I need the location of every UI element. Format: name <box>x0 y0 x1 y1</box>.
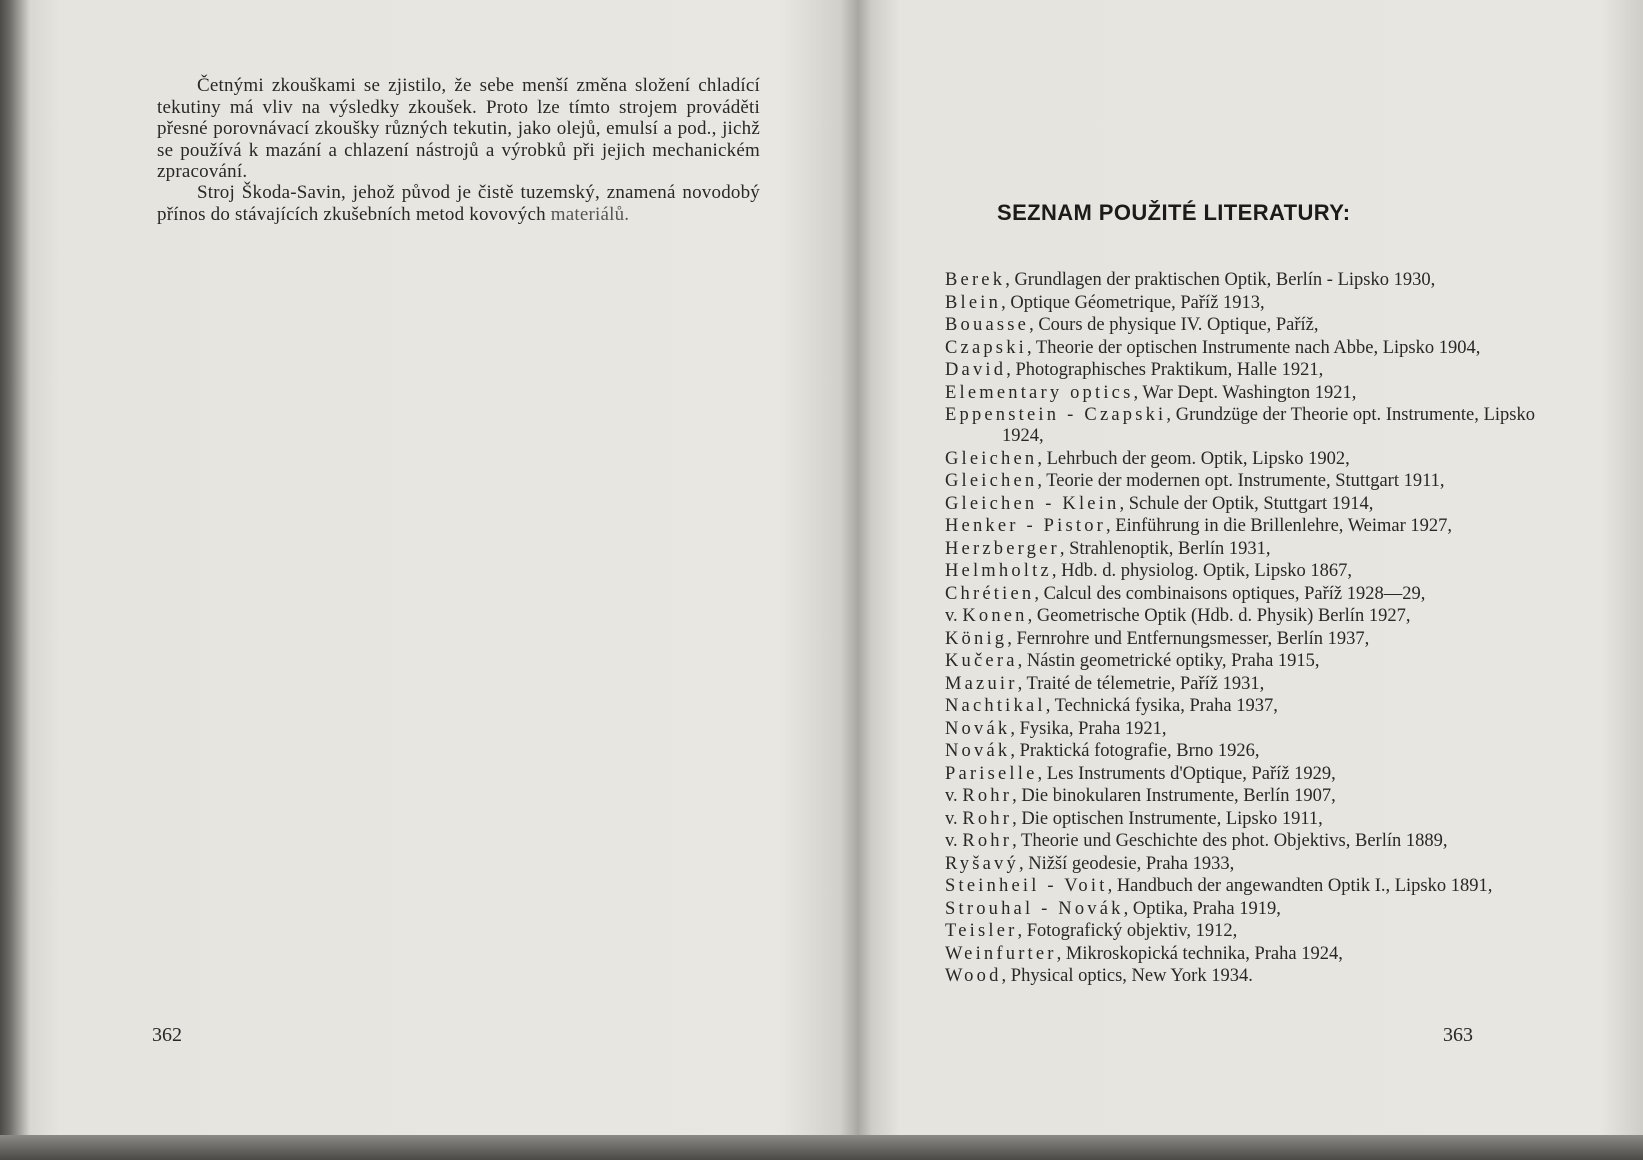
entry-author: Wood <box>945 966 1002 986</box>
bibliography-entry <box>945 921 1535 942</box>
bibliography-heading: SEZNAM POUŽITÉ LITERATURY: <box>997 200 1351 225</box>
bibliography-entry <box>945 809 1535 830</box>
entry-rest: , Schule der Optik, Stuttgart 1914, <box>1119 493 1374 514</box>
entry-rest: , Fernrohre und Entfernungsmesser, Berlín 1937, <box>1007 628 1370 649</box>
bibliography-entry <box>945 629 1535 650</box>
paragraph-skoda-savin-end: materiálů. <box>550 203 630 225</box>
bibliography-entry <box>945 584 1535 605</box>
entry-author: Steinheil - Voit <box>945 876 1108 896</box>
entry-author: Elementary optics <box>945 382 1134 403</box>
bibliography-entry <box>945 944 1535 965</box>
entry-rest: , Grundlagen der praktischen Optik, Berlín - Lipsko 1930, <box>1005 270 1436 290</box>
bibliography-entry <box>945 449 1535 470</box>
bibliography-entry <box>945 764 1535 785</box>
entry-rest: , Handbuch der angewandten Optik I., Lipsko 1891, <box>1107 876 1493 896</box>
entry-prefix: v. <box>945 786 963 806</box>
entry-author: Novák <box>945 741 1011 761</box>
entry-rest: , Mikroskopická technika, Praha 1924, <box>1056 943 1343 964</box>
bibliography-entry <box>945 831 1535 852</box>
entry-author: Konen <box>962 606 1028 626</box>
bibliography-entry <box>945 651 1535 672</box>
page-number-left: 362 <box>152 1024 182 1046</box>
bibliography-entry <box>945 315 1535 336</box>
bibliography-entry <box>945 606 1535 627</box>
bibliography-entry <box>945 494 1535 515</box>
entry-author: Herzberger <box>945 538 1060 559</box>
entry-prefix: v. <box>945 606 963 626</box>
entry-author: Ryšavý <box>945 853 1019 874</box>
bibliography-entry <box>945 876 1535 897</box>
left-page <box>40 0 850 1135</box>
entry-author: Rohr <box>962 831 1013 851</box>
bibliography-entry <box>945 561 1535 582</box>
entry-author: Novák <box>945 718 1011 739</box>
entry-rest: , Geometrische Optik (Hdb. d. Physik) Berlín 1927, <box>1027 606 1411 626</box>
paragraph-coolant-tests: Četnými zkouškami se zjistilo, že sebe menší změna složení chladící tekutiny má vliv na výsledky zkoušek. Proto lze tímto strojem prováděti přesné porovnávací zkoušky různých tekutin, jako olejů, emulsí a pod., jichž se používá k mazání a chlazení nástrojů a výrobků při jejich mechanickém zpracování. <box>157 75 760 182</box>
bibliography-entry <box>945 719 1535 740</box>
bibliography-entry <box>945 516 1535 537</box>
paragraph-skoda-savin <box>157 182 760 225</box>
entry-rest: , Optique Géometrique, Paříž 1913, <box>1001 292 1265 313</box>
entry-author: Chrétien <box>945 583 1035 604</box>
entry-rest: , Photographisches Praktikum, Halle 1921, <box>1006 360 1324 380</box>
entry-rest: , Theorie der optischen Instrumente nach Abbe, Lipsko 1904, <box>1027 337 1481 358</box>
entry-rest: , Teorie der modernen opt. Instrumente, Stuttgart 1911, <box>1037 471 1445 491</box>
entry-author: Helmholtz <box>945 561 1052 581</box>
bibliography-entry <box>945 293 1535 314</box>
entry-author: Bouasse <box>945 315 1030 335</box>
bibliography-entry <box>945 786 1535 807</box>
entry-author: Eppenstein - Czapski <box>945 405 1167 425</box>
entry-author: Nachtikal <box>945 696 1046 716</box>
entry-rest: , Einführung in die Brillenlehre, Weimar 1927, <box>1106 516 1453 536</box>
entry-rest: , Theorie und Geschichte des phot. Objektivs, Berlín 1889, <box>1012 831 1448 851</box>
entry-rest: , Physical optics, New York 1934. <box>1001 966 1253 986</box>
bibliography-entry <box>945 741 1535 762</box>
page-number-right: 363 <box>1443 1024 1473 1046</box>
entry-author: Weinfurter <box>945 943 1057 964</box>
bibliography-entry <box>945 383 1535 404</box>
entry-author: Mazuir <box>945 673 1018 694</box>
entry-prefix: v. <box>945 808 963 829</box>
entry-author: Pariselle <box>945 763 1038 784</box>
entry-rest: , Lehrbuch der geom. Optik, Lipsko 1902, <box>1037 448 1350 469</box>
entry-rest: , Cours de physique IV. Optique, Paříž, <box>1029 315 1319 335</box>
entry-author: Teisler <box>945 921 1018 941</box>
entry-rest: , Fotografický objektiv, 1912, <box>1017 921 1238 941</box>
bibliography-entry <box>945 405 1535 447</box>
entry-author: Czapski <box>945 337 1028 358</box>
entry-rest: , Die optischen Instrumente, Lipsko 1911, <box>1012 808 1323 829</box>
entry-rest: , Praktická fotografie, Brno 1926, <box>1010 741 1260 761</box>
entry-rest: , Optika, Praha 1919, <box>1123 898 1281 919</box>
paragraph-skoda-savin-text: Stroj Škoda-Savin, jehož původ je čistě tuzemský, znamená novodobý přínos do stávajících zkušebních metod kovových <box>157 182 760 225</box>
right-page <box>880 0 1600 1135</box>
entry-prefix: v. <box>945 831 963 851</box>
entry-author: David <box>945 360 1007 380</box>
bibliography-entry <box>945 471 1535 492</box>
entry-author: Kučera <box>945 651 1018 671</box>
entry-rest: , Grundzüge der Theorie opt. Instrumente, Lipsko 1924, <box>1002 405 1535 446</box>
entry-rest: , Fysika, Praha 1921, <box>1010 718 1167 739</box>
entry-rest: , Calcul des combinaisons optiques, Paříž 1928—29, <box>1034 583 1426 604</box>
bibliography-entry <box>945 966 1535 987</box>
bibliography-entry <box>945 696 1535 717</box>
entry-author: Berek <box>945 270 1006 290</box>
entry-author: König <box>945 628 1008 649</box>
entry-author: Blein <box>945 292 1002 313</box>
entry-author: Gleichen <box>945 448 1038 469</box>
entry-author: Strouhal - Novák <box>945 898 1124 919</box>
bibliography-list <box>945 270 1535 989</box>
book-bottom-edge <box>0 1135 1643 1160</box>
entry-author: Rohr <box>962 786 1013 806</box>
bibliography-entry <box>945 270 1535 291</box>
bibliography-entry <box>945 360 1535 381</box>
bibliography-entry <box>945 338 1535 359</box>
entry-rest: , Die binokularen Instrumente, Berlín 1907, <box>1012 786 1336 806</box>
entry-rest: , Nižší geodesie, Praha 1933, <box>1018 853 1235 874</box>
entry-rest: , Strahlenoptik, Berlín 1931, <box>1059 538 1271 559</box>
entry-rest: , Les Instruments d'Optique, Paříž 1929, <box>1037 763 1336 784</box>
entry-rest: , Technická fysika, Praha 1937, <box>1045 696 1278 716</box>
entry-rest: , Hdb. d. physiolog. Optik, Lipsko 1867, <box>1051 561 1353 581</box>
bibliography-entry <box>945 539 1535 560</box>
entry-author: Gleichen <box>945 471 1038 491</box>
entry-rest: , War Dept. Washington 1921, <box>1133 382 1357 403</box>
bibliography-entry <box>945 674 1535 695</box>
entry-author: Gleichen - Klein <box>945 493 1120 514</box>
bibliography-entry <box>945 899 1535 920</box>
entry-rest: , Traité de télemetrie, Paříž 1931, <box>1017 673 1265 694</box>
entry-author: Henker - Pistor <box>945 516 1107 536</box>
entry-rest: , Nástin geometrické optiky, Praha 1915, <box>1017 651 1320 671</box>
bibliography-entry <box>945 854 1535 875</box>
entry-author: Rohr <box>962 808 1013 829</box>
